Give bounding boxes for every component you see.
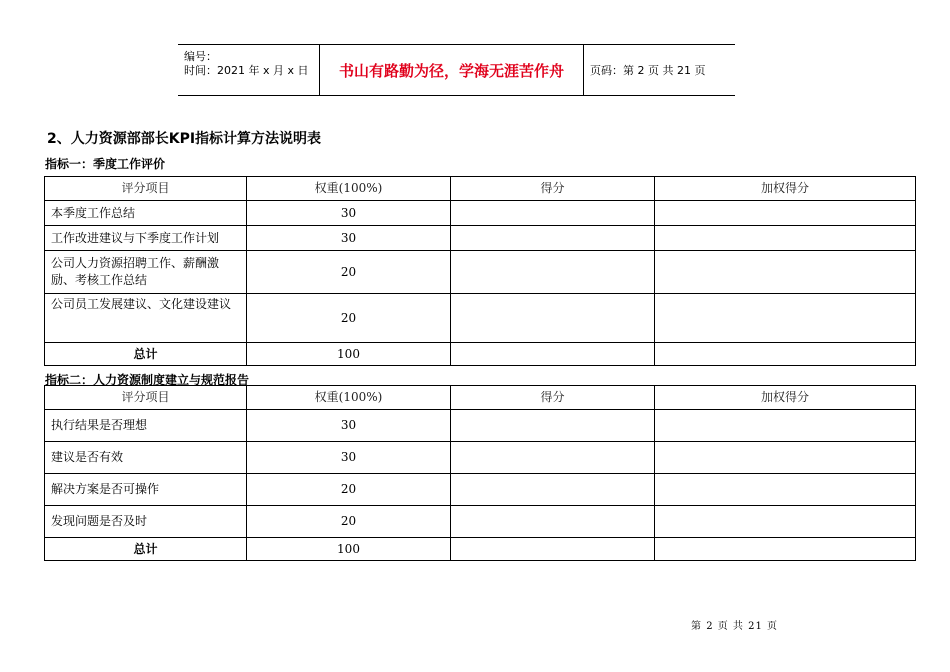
col-header-score: 得分 [451, 177, 655, 201]
table-header-row [45, 386, 916, 410]
row-score [451, 201, 655, 226]
row-weight: 20 [247, 294, 451, 343]
row-weight: 20 [247, 474, 451, 506]
header-meta [178, 45, 320, 95]
row-weight: 20 [247, 506, 451, 538]
col-header-weighted-score: 加权得分 [655, 177, 916, 201]
total-weighted-score [655, 538, 916, 561]
indicator2-table [44, 385, 916, 561]
row-weight: 30 [247, 226, 451, 251]
row-weighted-score [655, 251, 916, 294]
row-weight: 30 [247, 410, 451, 442]
table-row [45, 410, 916, 442]
row-item: 建议是否有效 [45, 442, 247, 474]
row-item: 工作改进建议与下季度工作计划 [45, 226, 247, 251]
page-footer: 第 2 页 共 21 页 [691, 621, 778, 632]
row-weighted-score [655, 410, 916, 442]
total-label: 总计 [45, 343, 247, 366]
total-weight: 100 [247, 538, 451, 561]
table-total-row [45, 538, 916, 561]
time-label: 时间：2021 年 x 月 x 日 [184, 64, 309, 77]
col-header-weighted-score: 加权得分 [655, 386, 916, 410]
row-score [451, 251, 655, 294]
row-weighted-score [655, 506, 916, 538]
row-weighted-score [655, 442, 916, 474]
row-weighted-score [655, 474, 916, 506]
row-score [451, 442, 655, 474]
row-score [451, 474, 655, 506]
row-item: 发现问题是否及时 [45, 506, 247, 538]
col-header-weight: 权重(100%) [247, 386, 451, 410]
row-item: 公司员工发展建议、文化建设建议 [45, 294, 247, 343]
table-total-row [45, 343, 916, 366]
header-page-code: 页码：第 2 页 共 21 页 [590, 64, 706, 77]
col-header-item: 评分项目 [45, 177, 247, 201]
row-item: 本季度工作总结 [45, 201, 247, 226]
row-weighted-score [655, 226, 916, 251]
row-score [451, 294, 655, 343]
row-score [451, 506, 655, 538]
col-header-score: 得分 [451, 386, 655, 410]
row-score [451, 410, 655, 442]
table-row [45, 226, 916, 251]
row-weight: 20 [247, 251, 451, 294]
table-header-row [45, 177, 916, 201]
indicator2-title: 指标二：人力资源制度建立与规范报告 [45, 373, 250, 387]
table-row [45, 474, 916, 506]
table-row [45, 294, 916, 343]
table-row [45, 442, 916, 474]
total-label: 总计 [45, 538, 247, 561]
table-row [45, 201, 916, 226]
table-row [45, 251, 916, 294]
row-item: 执行结果是否理想 [45, 410, 247, 442]
header-motto: 书山有路勤为径，学海无涯苦作舟 [320, 45, 584, 95]
total-score [451, 538, 655, 561]
page-header [178, 44, 735, 96]
number-label: 编号： [184, 50, 217, 63]
row-item: 公司人力资源招聘工作、薪酬激励、考核工作总结 [45, 251, 247, 294]
table-row [45, 506, 916, 538]
row-item: 解决方案是否可操作 [45, 474, 247, 506]
total-score [451, 343, 655, 366]
document-title: 2、人力资源部部长KPI指标计算方法说明表 [47, 131, 322, 147]
row-weight: 30 [247, 201, 451, 226]
indicator1-title: 指标一：季度工作评价 [45, 157, 166, 171]
row-score [451, 226, 655, 251]
indicator1-table [44, 176, 916, 366]
col-header-weight: 权重(100%) [247, 177, 451, 201]
total-weighted-score [655, 343, 916, 366]
col-header-item: 评分项目 [45, 386, 247, 410]
row-weight: 30 [247, 442, 451, 474]
row-weighted-score [655, 294, 916, 343]
total-weight: 100 [247, 343, 451, 366]
row-weighted-score [655, 201, 916, 226]
